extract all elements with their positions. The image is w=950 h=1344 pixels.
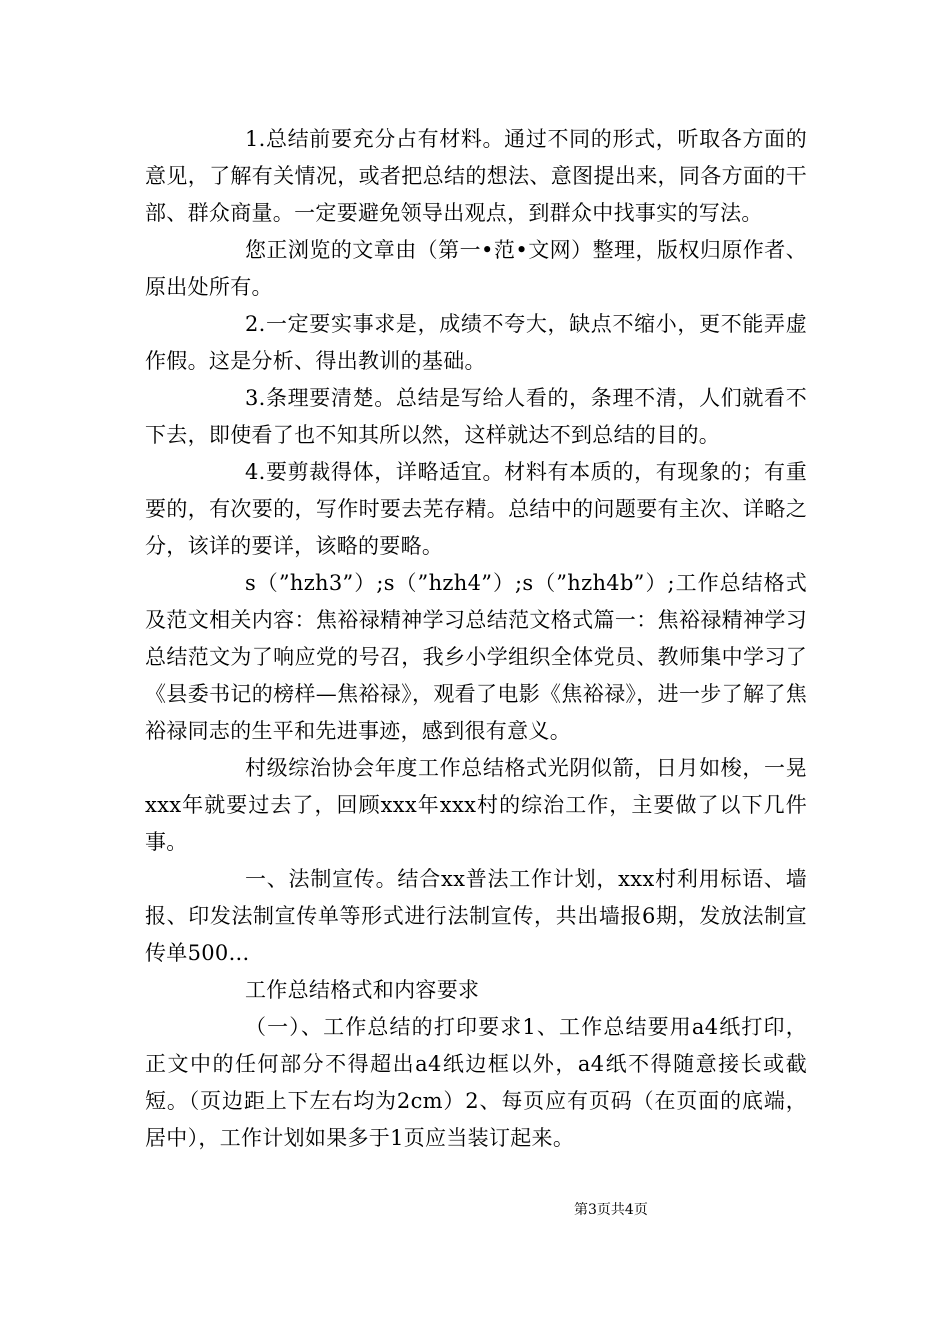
paragraph-7: 村级综治协会年度工作总结格式光阴似箭，日月如梭，一晃xxx年就要过去了，回顾xxx年xxx村的综治工作，主要做了以下几件事。	[145, 756, 807, 854]
paragraph-3: 2.一定要实事求是，成绩不夸大，缺点不缩小，更不能弄虚作假。这是分析、得出教训的基础。	[145, 312, 807, 373]
paragraph-6: s（”hzh3”）;s（”hzh4”）;s（”hzh4b”）;工作总结格式及范文相关内容：焦裕禄精神学习总结范文格式篇一：焦裕禄精神学习总结范文为了响应党的号召，我乡小学组织全体党员、教师集中学习了《县委书记的榜样—焦裕禄》，观看了电影《焦裕禄》，进一步了解了焦裕禄同志的生平和先进事迹，感到很有意义。	[145, 571, 807, 743]
paragraph-4: 3.条理要清楚。总结是写给人看的，条理不清，人们就看不下去，即使看了也不知其所以然，这样就达不到总结的目的。	[145, 386, 807, 447]
paragraph-2: 您正浏览的文章由（第一•范•文网）整理，版权归原作者、原出处所有。	[145, 238, 807, 299]
document-body	[145, 121, 807, 1157]
page-number-footer: 第3页共4页	[574, 1202, 648, 1218]
paragraph-1: 1.总结前要充分占有材料。通过不同的形式，听取各方面的意见，了解有关情况，或者把总结的想法、意图提出来，同各方面的干部、群众商量。一定要避免领导出观点，到群众中找事实的写法。	[145, 127, 807, 225]
paragraph-10: （一）、工作总结的打印要求1、工作总结要用a4纸打印，正文中的任何部分不得超出a4纸边框以外，a4纸不得随意接长或截短。（页边距上下左右均为2cm）2、每页应有页码（在页面的底端，居中），工作计划如果多于1页应当装订起来。	[145, 1015, 807, 1150]
paragraph-9-heading: 工作总结格式和内容要求	[245, 978, 480, 1002]
paragraph-5: 4.要剪裁得体，详略适宜。材料有本质的，有现象的；有重要的，有次要的，写作时要去芜存精。总结中的问题要有主次、详略之分，该详的要详，该略的要略。	[145, 460, 807, 558]
paragraph-8: 一、法制宣传。结合xx普法工作计划，xxx村利用标语、墙报、印发法制宣传单等形式进行法制宣传，共出墙报6期，发放法制宣传单500...	[145, 867, 807, 965]
